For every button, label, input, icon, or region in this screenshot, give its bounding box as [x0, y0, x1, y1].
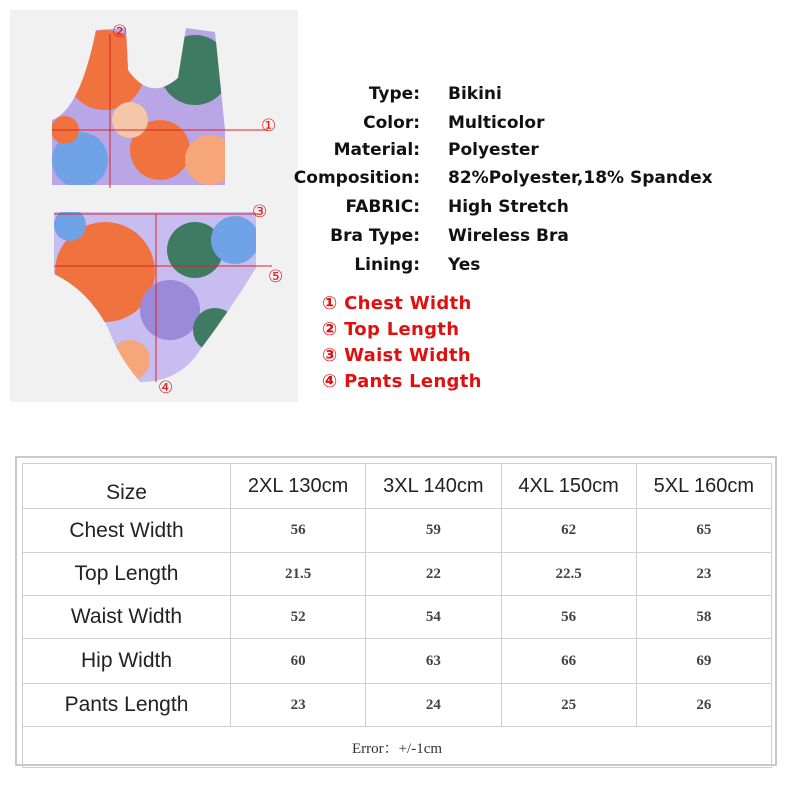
marker-pants-length: ④ [158, 378, 174, 398]
table-cell: 58 [636, 596, 771, 639]
spec-row [290, 226, 750, 252]
legend-pants-length: ④ Pants Length [322, 371, 482, 391]
legend-waist-width: ③ Waist Width [322, 345, 471, 366]
legend-chest-width: ① Chest Width [322, 293, 472, 314]
table-row [23, 684, 772, 727]
size-column-header: 2XL 130cm [231, 464, 366, 509]
table-cell: 23 [231, 684, 366, 727]
measurement-legend [322, 293, 522, 391]
table-cell: 22.5 [501, 553, 636, 596]
size-table [22, 463, 772, 768]
spec-label: Composition: [293, 168, 420, 188]
table-cell: 24 [366, 684, 501, 727]
spec-value: High Stretch [448, 197, 569, 217]
table-cell: 54 [366, 596, 501, 639]
table-cell: 21.5 [231, 553, 366, 596]
spec-label: Bra Type: [330, 226, 420, 246]
size-column-header: 3XL 140cm [366, 464, 501, 509]
spec-row [290, 168, 750, 194]
spec-label: FABRIC: [345, 197, 420, 217]
table-cell: 22 [366, 553, 501, 596]
spec-label: Material: [333, 140, 420, 160]
spec-value: Multicolor [448, 113, 545, 133]
table-row [23, 596, 772, 639]
row-label: Chest Width [23, 509, 231, 553]
spec-row [290, 113, 750, 139]
spec-value: Polyester [448, 140, 539, 160]
table-cell: 56 [231, 509, 366, 553]
spec-row [290, 84, 750, 110]
table-cell: 23 [636, 553, 771, 596]
table-cell: 66 [501, 639, 636, 684]
spec-label: Type: [368, 84, 420, 104]
table-cell: 62 [501, 509, 636, 553]
marker-waist: ③ [252, 202, 268, 222]
table-cell: 65 [636, 509, 771, 553]
size-column-header: 5XL 160cm [636, 464, 771, 509]
spec-value: Wireless Bra [448, 226, 569, 246]
row-label: Hip Width [23, 639, 231, 684]
size-corner-cell: Size [23, 464, 231, 509]
table-note-row [23, 727, 772, 768]
size-chart [15, 456, 777, 766]
table-cell: 60 [231, 639, 366, 684]
table-row [23, 553, 772, 596]
row-label: Waist Width [23, 596, 231, 639]
size-column-header: 4XL 150cm [501, 464, 636, 509]
marker-chest: ① [261, 116, 277, 136]
table-row [23, 509, 772, 553]
spec-row [290, 255, 750, 281]
legend-top-length: ② Top Length [322, 319, 460, 340]
spec-value: Bikini [448, 84, 502, 104]
table-row [23, 639, 772, 684]
table-cell: 56 [501, 596, 636, 639]
spec-value: Yes [448, 255, 481, 275]
spec-row [290, 197, 750, 223]
table-cell: 25 [501, 684, 636, 727]
spec-value: 82%Polyester,18% Spandex [448, 168, 713, 188]
spec-label: Lining: [354, 255, 420, 275]
product-photo [10, 10, 298, 402]
table-cell: 52 [231, 596, 366, 639]
spec-label: Color: [363, 113, 420, 133]
row-label: Top Length [23, 553, 231, 596]
table-header-row [23, 464, 772, 509]
tolerance-note: Error：+/-1cm [23, 727, 772, 768]
row-label: Pants Length [23, 684, 231, 727]
table-cell: 63 [366, 639, 501, 684]
spec-row [290, 140, 750, 166]
table-cell: 69 [636, 639, 771, 684]
table-cell: 59 [366, 509, 501, 553]
marker-top-length: ② [112, 22, 128, 42]
marker-hip: ⑤ [268, 267, 284, 287]
table-cell: 26 [636, 684, 771, 727]
